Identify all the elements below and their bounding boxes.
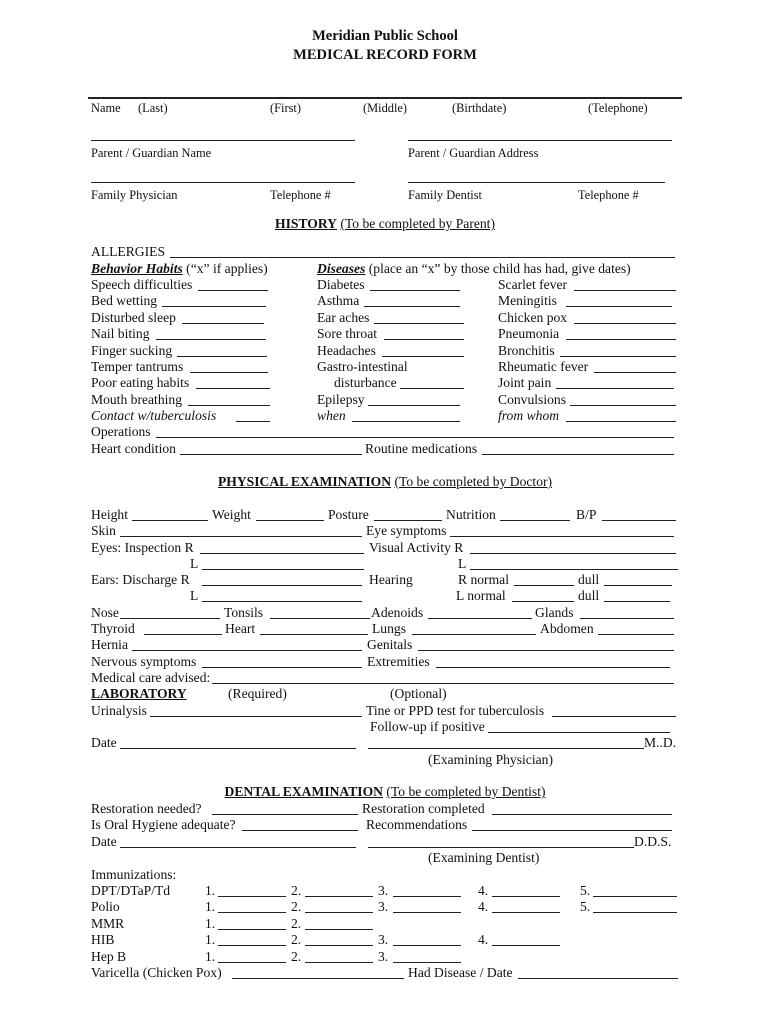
dose-number: 4.: [478, 932, 489, 947]
immunization-name: DPT/DTaP/Td: [91, 883, 171, 898]
required-label: (Required): [228, 686, 287, 701]
dose-number: 4.: [478, 899, 489, 914]
guardian-name-field[interactable]: [91, 140, 355, 141]
physical-heading: [0, 474, 770, 490]
weight-label: Weight: [212, 507, 251, 522]
dose-number: 3.: [378, 883, 389, 898]
dose-number: 2.: [291, 916, 302, 931]
eyes-inspection-label: Eyes: Inspection R: [91, 540, 194, 555]
tine-test-field[interactable]: [552, 716, 676, 717]
immunization-name: Polio: [91, 899, 120, 914]
dose-date-field[interactable]: [218, 912, 286, 913]
immunizations-title: Immunizations:: [91, 867, 177, 882]
urinalysis-label: Urinalysis: [91, 703, 147, 718]
disease-item: Bronchitis: [498, 343, 555, 358]
dose-number: 3.: [378, 949, 389, 964]
eye-symptoms-label: Eye symptoms: [366, 523, 447, 538]
genitals-field[interactable]: [418, 650, 674, 651]
dose-number: 2.: [291, 883, 302, 898]
guardian-address-field[interactable]: [408, 140, 672, 141]
disease-field[interactable]: [400, 388, 464, 389]
disease-field[interactable]: [352, 421, 460, 422]
hernia-label: Hernia: [91, 637, 128, 652]
tine-test-label: Tine or PPD test for tuberculosis: [366, 703, 545, 718]
disease-item: Pneumonia: [498, 326, 560, 341]
behavior-item: Nail biting: [91, 326, 150, 341]
adenoids-field[interactable]: [428, 618, 532, 619]
posture-field[interactable]: [374, 520, 442, 521]
bp-label: B/P: [576, 507, 597, 522]
nose-field[interactable]: [120, 618, 220, 619]
dentist-telephone-label: Telephone #: [578, 188, 639, 202]
dose-date-field[interactable]: [305, 896, 373, 897]
adenoids-label: Adenoids: [371, 605, 424, 620]
behavior-field[interactable]: [188, 405, 270, 406]
disease-item: Sore throat: [317, 326, 378, 341]
behavior-item-italic: Contact w/tuberculosis: [91, 408, 217, 423]
dose-number: 5.: [580, 883, 591, 898]
restoration-completed-label: Restoration completed: [362, 801, 485, 816]
had-disease-field[interactable]: [518, 978, 678, 979]
last-label: (Last): [138, 101, 168, 115]
skin-label: Skin: [91, 523, 116, 538]
ears-l-label: L: [190, 588, 199, 603]
disease-item: disturbance: [334, 375, 397, 390]
laboratory-heading: LABORATORY: [91, 686, 187, 701]
followup-field[interactable]: [488, 732, 670, 733]
height-field[interactable]: [132, 520, 208, 521]
hernia-field[interactable]: [132, 650, 362, 651]
exam-date-field[interactable]: [120, 748, 356, 749]
disease-item: Epilepsy: [317, 392, 365, 407]
immunization-name: MMR: [91, 916, 125, 931]
height-label: Height: [91, 507, 128, 522]
behavior-heading: [91, 261, 268, 277]
md-label: M..D.: [644, 735, 677, 750]
dose-number: 3.: [378, 899, 389, 914]
extremities-field[interactable]: [436, 667, 670, 668]
dose-date-field[interactable]: [218, 929, 286, 930]
diseases-heading: [317, 261, 631, 277]
posture-label: Posture: [328, 507, 369, 522]
form-title: MEDICAL RECORD FORM: [293, 47, 477, 63]
behavior-field[interactable]: [156, 339, 266, 340]
l-normal-label: L normal: [456, 588, 506, 603]
header-rule: [88, 97, 682, 99]
disease-item: Convulsions: [498, 392, 566, 407]
behavior-note: (“x” if applies): [186, 261, 268, 276]
varicella-field[interactable]: [232, 978, 404, 979]
dose-number: 1.: [205, 916, 216, 931]
dentist-signature-field[interactable]: [368, 847, 634, 848]
examining-physician-label: (Examining Physician): [428, 752, 553, 767]
name-label: Name: [91, 101, 121, 115]
school-name: Meridian Public School: [312, 28, 458, 44]
dose-date-field[interactable]: [492, 945, 560, 946]
dental-date-field[interactable]: [120, 847, 356, 848]
dose-date-field[interactable]: [218, 945, 286, 946]
r-normal-label: R normal: [458, 572, 509, 587]
physician-signature-field[interactable]: [368, 748, 644, 749]
disease-item: Joint pain: [498, 375, 552, 390]
eyes-inspection-l-field[interactable]: [202, 569, 364, 570]
visual-activity-label: Visual Activity R: [369, 540, 464, 555]
disease-field[interactable]: [594, 372, 676, 373]
behavior-item: [91, 408, 216, 424]
immunization-name: HIB: [91, 932, 115, 947]
eyes-inspection-r-field[interactable]: [200, 553, 364, 554]
genitals-label: Genitals: [367, 637, 413, 652]
dose-date-field[interactable]: [305, 962, 373, 963]
heart-label: Heart: [225, 621, 256, 636]
history-heading: [0, 216, 770, 232]
family-dentist-label: Family Dentist: [408, 188, 482, 202]
ears-discharge-l-field[interactable]: [202, 601, 362, 602]
behavior-item: Temper tantrums: [91, 359, 184, 374]
disease-field[interactable]: [566, 339, 676, 340]
l-normal-field[interactable]: [512, 601, 574, 602]
immunization-name: Hep B: [91, 949, 127, 964]
visual-l-label: L: [458, 556, 467, 571]
glands-label: Glands: [535, 605, 574, 620]
tonsils-field[interactable]: [270, 618, 370, 619]
disease-field[interactable]: [574, 290, 676, 291]
disease-field[interactable]: [364, 306, 460, 307]
dose-number: 3.: [378, 932, 389, 947]
dental-subtitle: (To be completed by Dentist): [386, 784, 546, 799]
dental-title: DENTAL EXAMINATION: [224, 784, 383, 799]
oral-hygiene-label: Is Oral Hygiene adequate?: [91, 817, 236, 832]
dose-number: 2.: [291, 932, 302, 947]
disease-item: Asthma: [317, 293, 360, 308]
disease-field[interactable]: [384, 339, 464, 340]
disease-field[interactable]: [566, 306, 672, 307]
oral-hygiene-field[interactable]: [242, 830, 358, 831]
history-title: HISTORY: [275, 216, 337, 231]
disease-field[interactable]: [574, 323, 676, 324]
behavior-item: Poor eating habits: [91, 375, 190, 390]
disease-field[interactable]: [566, 421, 676, 422]
skin-field[interactable]: [120, 536, 362, 537]
thyroid-field[interactable]: [144, 634, 222, 635]
dose-number: 4.: [478, 883, 489, 898]
disease-field[interactable]: [374, 323, 464, 324]
l-dull-label: dull: [578, 588, 600, 603]
disease-item: Ear aches: [317, 310, 370, 325]
tonsils-label: Tonsils: [224, 605, 264, 620]
medical-care-label: Medical care advised:: [91, 670, 211, 685]
behavior-item: Bed wetting: [91, 293, 158, 308]
disease-field[interactable]: [570, 405, 676, 406]
optional-label: (Optional): [390, 686, 447, 701]
dose-date-field[interactable]: [305, 945, 373, 946]
dose-number: 1.: [205, 899, 216, 914]
behavior-field[interactable]: [198, 290, 268, 291]
nervous-symptoms-label: Nervous symptoms: [91, 654, 197, 669]
behavior-item: Mouth breathing: [91, 392, 182, 407]
dds-label: D.D.S.: [634, 834, 672, 849]
eyes-l-label: L: [190, 556, 199, 571]
exam-date-label: Date: [91, 735, 117, 750]
routine-medications-label: Routine medications: [365, 441, 478, 456]
visual-activity-r-field[interactable]: [470, 553, 676, 554]
thyroid-label: Thyroid: [91, 621, 135, 636]
diseases-note: (place an “x” by those child has had, give dates): [368, 261, 631, 276]
ears-discharge-r-field[interactable]: [202, 585, 362, 586]
disease-item: Headaches: [317, 343, 376, 358]
nose-label: Nose: [91, 605, 119, 620]
dose-date-field[interactable]: [393, 945, 461, 946]
dose-date-field[interactable]: [593, 912, 677, 913]
history-subtitle: (To be completed by Parent): [340, 216, 495, 231]
physician-field[interactable]: [91, 182, 355, 183]
dose-date-field[interactable]: [218, 896, 286, 897]
restoration-completed-field[interactable]: [492, 814, 672, 815]
dose-date-field[interactable]: [393, 912, 461, 913]
operations-field[interactable]: [156, 437, 674, 438]
dose-date-field[interactable]: [593, 896, 677, 897]
extremities-label: Extremities: [367, 654, 430, 669]
dose-date-field[interactable]: [492, 912, 560, 913]
dental-date-label: Date: [91, 834, 117, 849]
operations-label: Operations: [91, 424, 151, 439]
disease-item: Gastro-intestinal: [317, 359, 408, 374]
glands-field[interactable]: [580, 618, 674, 619]
allergies-field[interactable]: [170, 257, 675, 258]
restoration-needed-field[interactable]: [212, 814, 358, 815]
nutrition-label: Nutrition: [446, 507, 496, 522]
heart-condition-field[interactable]: [180, 454, 362, 455]
bp-field[interactable]: [602, 520, 676, 521]
disease-item: [317, 408, 346, 424]
dose-number: 1.: [205, 883, 216, 898]
behavior-field[interactable]: [236, 421, 270, 422]
disease-field[interactable]: [382, 356, 464, 357]
dose-date-field[interactable]: [492, 896, 560, 897]
disease-field[interactable]: [560, 356, 676, 357]
visual-activity-l-field[interactable]: [470, 569, 678, 570]
restoration-needed-label: Restoration needed?: [91, 801, 202, 816]
disease-item-italic: from whom: [498, 408, 560, 423]
varicella-label: Varicella (Chicken Pox): [91, 965, 222, 980]
dose-number: 2.: [291, 949, 302, 964]
abdomen-field[interactable]: [598, 634, 674, 635]
disease-item: Scarlet fever: [498, 277, 568, 292]
dose-date-field[interactable]: [218, 962, 286, 963]
nutrition-field[interactable]: [500, 520, 570, 521]
examining-dentist-label: (Examining Dentist): [428, 850, 540, 865]
behavior-item: Disturbed sleep: [91, 310, 176, 325]
physical-subtitle: (To be completed by Doctor): [394, 474, 553, 489]
heart-condition-label: Heart condition: [91, 441, 176, 456]
r-dull-field[interactable]: [604, 585, 672, 586]
dental-heading: [0, 784, 770, 800]
behavior-item: Speech difficulties: [91, 277, 193, 292]
behavior-item: Finger sucking: [91, 343, 173, 358]
recommendations-field[interactable]: [472, 830, 672, 831]
dentist-field[interactable]: [408, 182, 665, 183]
disease-field[interactable]: [368, 405, 460, 406]
guardian-name-label: Parent / Guardian Name: [91, 146, 212, 160]
guardian-address-label: Parent / Guardian Address: [408, 146, 539, 160]
disease-item: Diabetes: [317, 277, 365, 292]
dose-date-field[interactable]: [393, 962, 461, 963]
dose-number: 5.: [580, 899, 591, 914]
weight-field[interactable]: [256, 520, 324, 521]
behavior-field[interactable]: [196, 388, 270, 389]
allergies-label: ALLERGIES: [91, 244, 166, 259]
r-normal-field[interactable]: [514, 585, 574, 586]
recommendations-label: Recommendations: [366, 817, 468, 832]
dose-number: 1.: [205, 949, 216, 964]
routine-medications-field[interactable]: [482, 454, 674, 455]
r-dull-label: dull: [578, 572, 600, 587]
nervous-symptoms-field[interactable]: [202, 667, 362, 668]
lungs-field[interactable]: [412, 634, 536, 635]
birthdate-label: (Birthdate): [452, 101, 507, 115]
medical-care-field[interactable]: [212, 683, 674, 684]
middle-label: (Middle): [363, 101, 408, 115]
behavior-field[interactable]: [190, 372, 268, 373]
heart-field[interactable]: [260, 634, 368, 635]
urinalysis-field[interactable]: [150, 716, 362, 717]
telephone-label: (Telephone): [588, 101, 648, 115]
behavior-field[interactable]: [182, 323, 264, 324]
dose-number: 1.: [205, 932, 216, 947]
first-label: (First): [270, 101, 301, 115]
disease-item-italic: when: [317, 408, 346, 423]
abdomen-label: Abdomen: [540, 621, 594, 636]
ears-discharge-label: Ears: Discharge R: [91, 572, 190, 587]
behavior-field[interactable]: [177, 356, 267, 357]
disease-item: [498, 408, 559, 424]
behavior-field[interactable]: [162, 306, 266, 307]
dose-date-field[interactable]: [305, 929, 373, 930]
l-dull-field[interactable]: [604, 601, 670, 602]
behavior-title: Behavior Habits: [91, 261, 183, 276]
dose-number: 2.: [291, 899, 302, 914]
disease-item: Meningitis: [498, 293, 557, 308]
had-disease-label: Had Disease / Date: [408, 965, 513, 980]
disease-field[interactable]: [370, 290, 460, 291]
physician-telephone-label: Telephone #: [270, 188, 331, 202]
physical-title: PHYSICAL EXAMINATION: [217, 474, 392, 489]
eye-symptoms-field[interactable]: [450, 536, 674, 537]
family-physician-label: Family Physician: [91, 188, 178, 202]
disease-item: Rheumatic fever: [498, 359, 589, 374]
hearing-label: Hearing: [369, 572, 413, 587]
disease-field[interactable]: [556, 388, 674, 389]
dose-date-field[interactable]: [305, 912, 373, 913]
dose-date-field[interactable]: [393, 896, 461, 897]
followup-label: Follow-up if positive: [370, 719, 485, 734]
diseases-title: Diseases: [317, 261, 366, 276]
lungs-label: Lungs: [372, 621, 406, 636]
disease-item: Chicken pox: [498, 310, 568, 325]
